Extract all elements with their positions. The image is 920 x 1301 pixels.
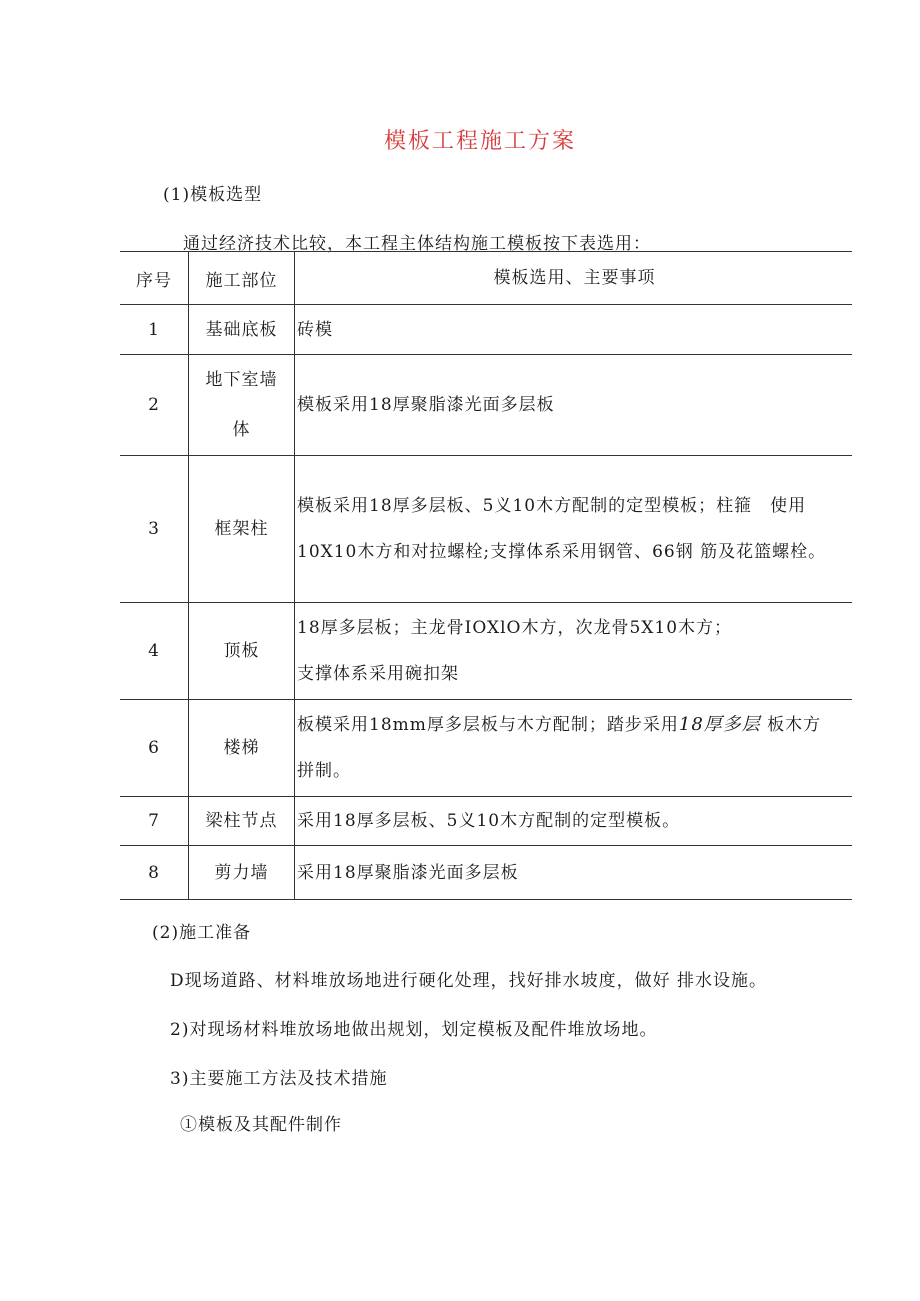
row-seq: 3 bbox=[120, 456, 189, 603]
section-1-intro: 通过经济技术比较，本工程主体结构施工模板按下表选用： bbox=[183, 234, 651, 254]
row-item-line bbox=[297, 492, 852, 520]
row-item-line bbox=[297, 807, 852, 835]
row-item-text: 18厚多层板；主龙骨IOXlO木方，次龙骨5X10木方； bbox=[297, 618, 733, 638]
row-item-text: 砖模 bbox=[297, 319, 333, 340]
subsection-heading: ①模板及其配件制作 bbox=[180, 1115, 342, 1135]
row-item-line bbox=[297, 614, 852, 642]
row-item-emphasis: 18厚多层 bbox=[678, 714, 761, 735]
row-items bbox=[295, 603, 853, 700]
row-part-text: 剪力墙 bbox=[214, 862, 269, 883]
row-part-text: 顶板 bbox=[223, 641, 260, 661]
table-header-row bbox=[120, 252, 852, 305]
row-items bbox=[295, 846, 853, 900]
row-item-text: 10X10木方和对拉螺栓;支撑体系采用钢管、66钢 筋及花篮螺栓。 bbox=[297, 542, 827, 562]
header-items: 模板选用、主要事项 bbox=[295, 252, 853, 305]
row-item-text: 采用18厚聚脂漆光面多层板 bbox=[297, 862, 519, 883]
row-item-line bbox=[297, 711, 852, 739]
table-row bbox=[120, 355, 852, 456]
row-item-line bbox=[297, 660, 852, 688]
prep-item-2: 2)对现场材料堆放场地做出规划，划定模板及配件堆放场地。 bbox=[170, 1020, 658, 1040]
row-item-text: 板木方 bbox=[760, 715, 822, 735]
row-item-line bbox=[297, 757, 852, 785]
table-row bbox=[120, 700, 852, 797]
row-part bbox=[189, 846, 295, 900]
row-seq: 4 bbox=[120, 603, 189, 700]
formwork-selection-table bbox=[120, 251, 852, 900]
prep-item-1: D现场道路、材料堆放场地进行硬化处理，找好排水坡度，做好 排水设施。 bbox=[170, 971, 768, 991]
header-seq: 序号 bbox=[120, 252, 189, 305]
row-seq: 6 bbox=[120, 700, 189, 797]
row-part bbox=[189, 603, 295, 700]
row-items bbox=[295, 700, 853, 797]
row-seq: 7 bbox=[120, 797, 189, 846]
row-seq: 8 bbox=[120, 846, 189, 900]
table-row bbox=[120, 305, 852, 355]
row-item-text: 板模采用18mm厚多层板与木方配制；踏步采用 bbox=[297, 715, 679, 735]
row-item-text: 拼制。 bbox=[297, 761, 351, 781]
row-item-line bbox=[297, 538, 852, 566]
row-items bbox=[295, 797, 853, 846]
row-part bbox=[189, 355, 295, 456]
row-part bbox=[189, 700, 295, 797]
row-part bbox=[189, 797, 295, 846]
row-item-text: 模板采用18厚多层板、5义10木方配制的定型模板；柱箍 使用 bbox=[297, 496, 807, 516]
row-part bbox=[189, 305, 295, 355]
row-part-text: 梁柱节点 bbox=[205, 811, 278, 831]
table-row bbox=[120, 846, 852, 900]
row-seq: 2 bbox=[120, 355, 189, 456]
row-seq: 1 bbox=[120, 305, 189, 355]
document-title: 模板工程施工方案 bbox=[383, 129, 576, 154]
row-part-text: 楼梯 bbox=[223, 738, 260, 758]
row-part-text: 基础底板 bbox=[205, 319, 278, 340]
row-items bbox=[295, 355, 853, 456]
row-item-text: 模板采用18厚聚脂漆光面多层板 bbox=[297, 395, 555, 415]
row-item-text: 采用18厚多层板、5义10木方配制的定型模板。 bbox=[297, 811, 681, 831]
row-item-text: 支撑体系采用碗扣架 bbox=[297, 664, 459, 684]
row-part bbox=[189, 456, 295, 603]
row-item-line bbox=[297, 859, 852, 887]
row-items bbox=[295, 305, 853, 355]
header-part: 施工部位 bbox=[189, 252, 295, 305]
section-1-heading: (1)模板选型 bbox=[163, 185, 263, 205]
table-row bbox=[120, 603, 852, 700]
row-part-text: 地下室墙体 bbox=[205, 370, 278, 440]
row-item-line bbox=[297, 316, 852, 344]
row-item-line bbox=[297, 391, 852, 419]
row-items bbox=[295, 456, 853, 603]
method-heading: 3)主要施工方法及技术措施 bbox=[170, 1069, 388, 1089]
table-row bbox=[120, 797, 852, 846]
section-2-heading: (2)施工准备 bbox=[152, 923, 252, 943]
table-row bbox=[120, 456, 852, 603]
row-part-text: 框架柱 bbox=[214, 519, 269, 539]
